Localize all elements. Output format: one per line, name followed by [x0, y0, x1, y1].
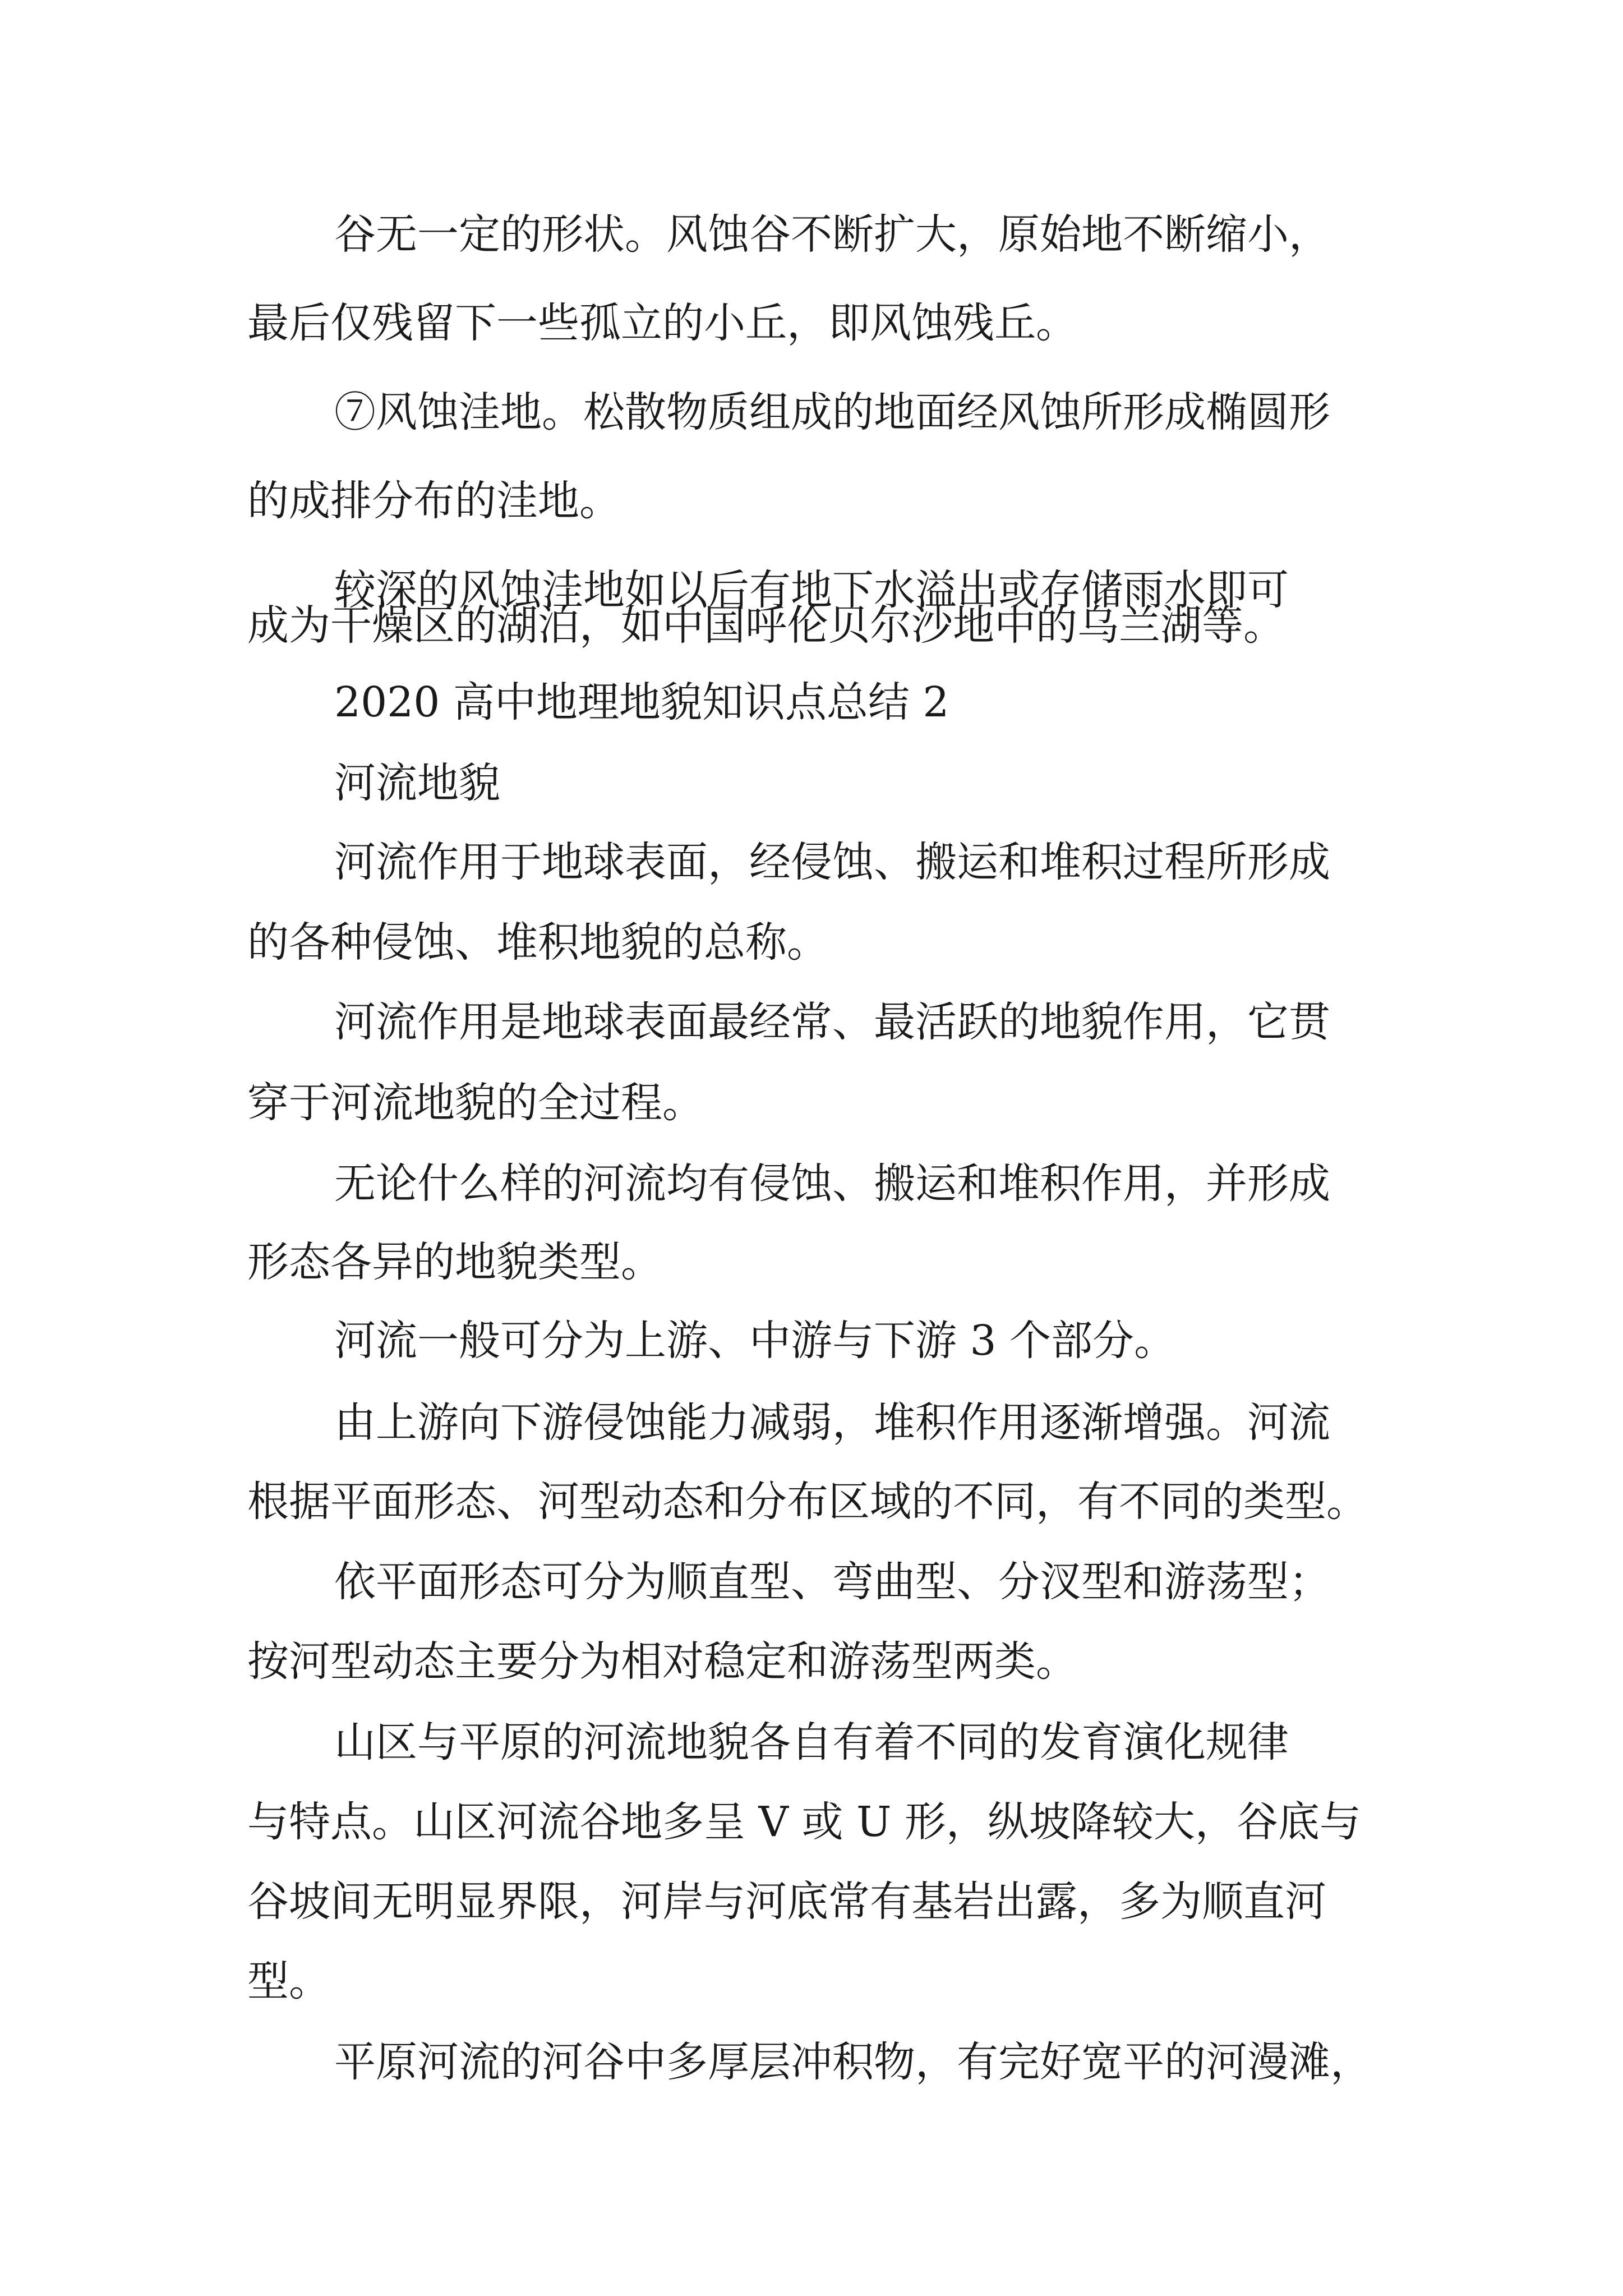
section-subheading: 河流地貌 — [334, 759, 500, 807]
text-line: 谷坡间无明显界限，河岸与河底常有基岩出露，多为顺直河 — [247, 1878, 1326, 1926]
text-line: 较深的风蚀洼地如以后有地下水溢出或存储雨水即可 — [334, 566, 1289, 614]
text-line: 与特点。山区河流谷地多呈 V 或 U 形，纵坡降较大，谷底与 — [247, 1798, 1361, 1846]
text-line: 成为干燥区的湖泊，如中国呼伦贝尔沙地中的乌兰湖等。 — [247, 601, 1285, 650]
text-line: 最后仅残留下一些孤立的小丘，即风蚀残丘。 — [247, 299, 1077, 347]
text-line: 河流作用是地球表面最经常、最活跃的地貌作用，它贯 — [334, 998, 1330, 1046]
text-line: 河流一般可分为上游、中游与下游 3 个部分。 — [334, 1317, 1176, 1365]
text-line: 河流作用于地球表面，经侵蚀、搬运和堆积过程所形成 — [334, 838, 1330, 886]
text-line: ⑦风蚀洼地。松散物质组成的地面经风蚀所形成椭圆形 — [334, 388, 1330, 436]
text-line: 由上游向下游侵蚀能力减弱，堆积作用逐渐增强。河流 — [334, 1398, 1330, 1447]
text-line: 的各种侵蚀、堆积地貌的总称。 — [247, 918, 828, 967]
text-line: 谷无一定的形状。风蚀谷不断扩大，原始地不断缩小， — [334, 210, 1330, 259]
text-line: 无论什么样的河流均有侵蚀、搬运和堆积作用，并形成 — [334, 1159, 1330, 1208]
section-heading: 2020 高中地理地貌知识点总结 2 — [334, 678, 949, 726]
text-line: 平原河流的河谷中多厚层冲积物，有完好宽平的河漫滩， — [334, 2038, 1372, 2086]
text-line: 的成排分布的洼地。 — [247, 477, 621, 525]
text-line: 型。 — [247, 1957, 330, 2005]
text-line: 穿于河流地貌的全过程。 — [247, 1079, 704, 1127]
text-line: 山区与平原的河流地貌各自有着不同的发育演化规律 — [334, 1718, 1289, 1766]
text-line: 形态各异的地貌类型。 — [247, 1238, 662, 1286]
text-line: 按河型动态主要分为相对稳定和游荡型两类。 — [247, 1637, 1077, 1686]
text-line: 依平面形态可分为顺直型、弯曲型、分汊型和游荡型； — [334, 1558, 1330, 1606]
text-line: 根据平面形态、河型动态和分布区域的不同，有不同的类型。 — [247, 1478, 1368, 1526]
